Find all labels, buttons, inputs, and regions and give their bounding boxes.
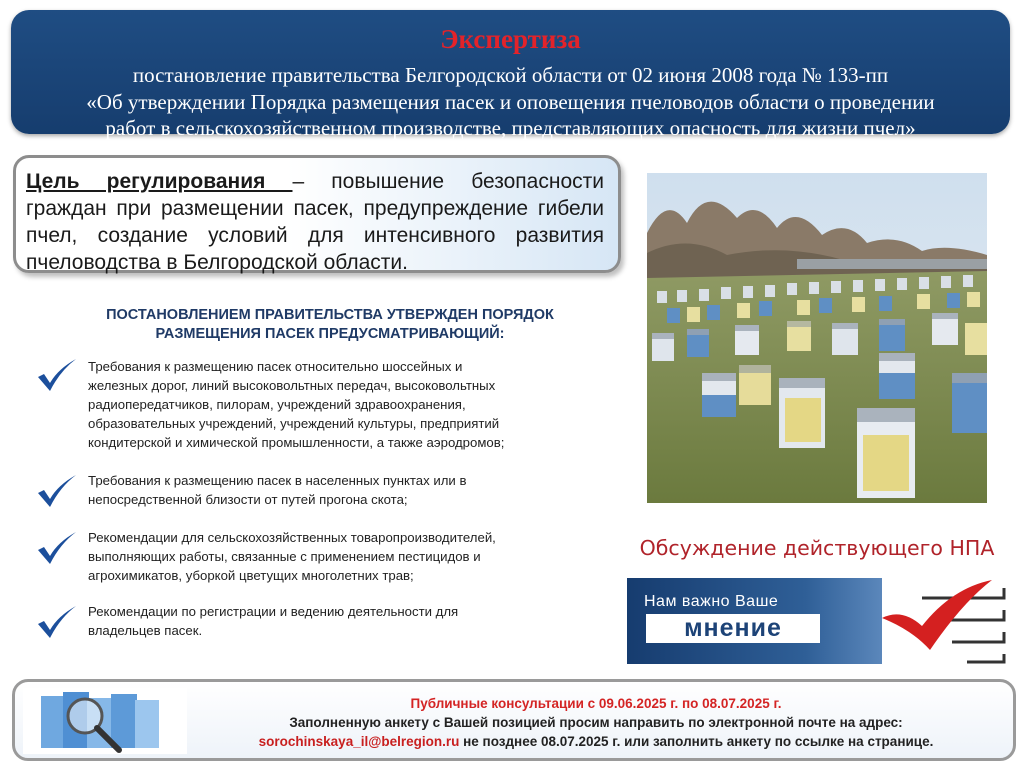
checkbox-checkmark-icon [882,578,1012,664]
discussion-heading: Обсуждение действующего НПА [639,536,995,560]
header-title: Экспертиза [440,24,581,54]
header-line-3: работ в сельскохозяйственном производстве, представляющих опасность для жизни пчел» [105,116,916,140]
consultation-footer [12,679,1016,761]
apiary-illustration [647,173,987,503]
consultation-period: Публичные консультации с 09.06.2025 г. по 08.07.2025 г. [410,696,782,711]
header-line-1: постановление правительства Белгородской области от 02 июня 2008 года № 133-пп [132,63,889,87]
footer-instruction: Заполненную анкету с Вашей позицией просим направить по электронной почте на адрес: [289,715,903,730]
goal-label: Цель регулирования [26,170,293,193]
goal-box [13,155,621,273]
documents-magnifier-icon [23,688,187,754]
footer-contact-line [191,732,1001,751]
section-heading-line-1: ПОСТАНОВЛЕНИЕМ ПРАВИТЕЛЬСТВА УТВЕРЖДЕН ПОРЯДОК [106,307,554,323]
section-heading [40,306,620,344]
list-item-text: Рекомендации по регистрации и ведению деятельности для владельцев пасек. [88,604,459,638]
checkmark-icon [36,473,78,511]
list-item-text: Требования к размещению пасек в населенных пунктах или в непосредственной близости от путей прогона скота; [88,473,467,507]
opinion-line-2: мнение [646,614,820,643]
header-banner [11,10,1010,140]
checkmark-icon [36,530,78,568]
list-item-text: Требования к размещению пасек относительно шоссейных и железных дорог, линий высоковольтных передач, высоковольтных радиопередатчиков, пилорам, учреждений здравоохранения, образовательных учреждений, учреждений культуры, предприятий кондитерской и химической промышленности, а также аэродромов; [88,359,505,450]
opinion-plate [627,578,882,664]
apiary-photo [647,173,987,503]
footer-text [191,694,1001,751]
section-heading-line-2: РАЗМЕЩЕНИЯ ПАСЕК ПРЕДУСМАТРИВАЮЩИЙ: [155,326,505,342]
checkmark-icon [36,357,78,395]
checkmark-icon [36,604,78,642]
opinion-banner [627,578,1012,664]
goal-paragraph [26,168,604,276]
email-link[interactable]: sorochinskaya_il@belregion.ru [258,734,460,749]
footer-deadline: не позднее 08.07.2025 г. или заполнить анкету по ссылке на странице. [459,734,934,749]
opinion-line-1: Нам важно Ваше [644,593,779,610]
header-line-2: «Об утверждении Порядка размещения пасек и оповещения пчеловодов области о проведении [86,90,935,114]
goal-text: – повышение безопасности граждан при размещении пасек, предупреждение гибели пчел, создание условий для интенсивного развития пчеловодства в Белгородской области. [26,170,604,274]
list-item-text: Рекомендации для сельскохозяйственных товаропроизводителей, выполняющих работы, связанные с применением пестицидов и агрохимикатов, уборкой цветущих многолетних трав; [88,530,496,583]
